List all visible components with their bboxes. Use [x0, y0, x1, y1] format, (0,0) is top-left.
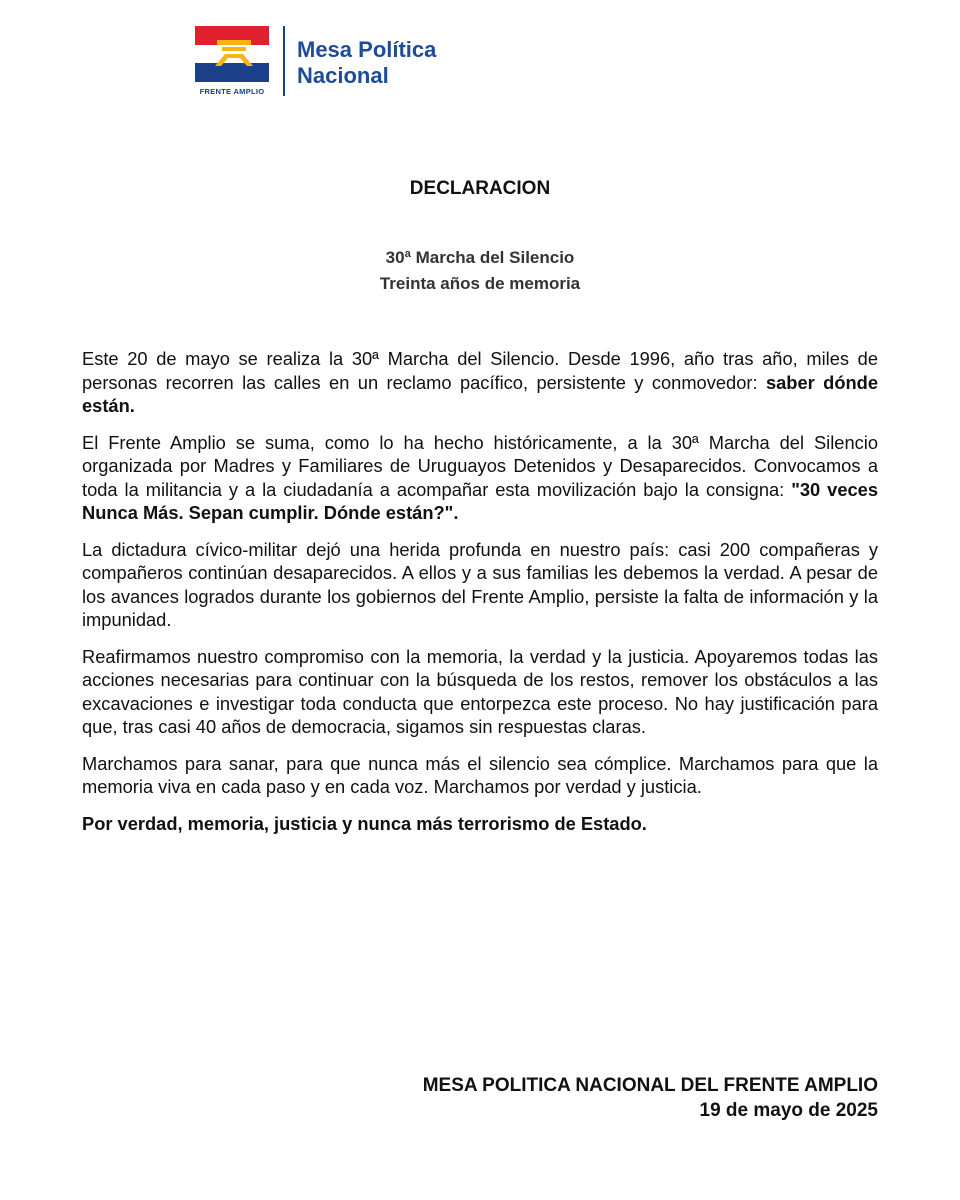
closing-statement: Por verdad, memoria, justicia y nunca más terrorismo de Estado. [82, 812, 647, 834]
logo-caption: FRENTE AMPLIO [199, 87, 265, 96]
signature-date: 19 de mayo de 2025 [699, 1100, 878, 1121]
document-body [82, 347, 878, 848]
paragraph-6 [82, 812, 878, 836]
signature-organization: MESA POLITICA NACIONAL DEL FRENTE AMPLIO [422, 1075, 878, 1096]
subtitle-line1: 30ª Marcha del Silencio [385, 248, 575, 267]
paragraph-2-text: El Frente Amplio se suma, como lo ha hecho históricamente, a la 30ª Marcha del Silencio organizada por Madres y Familiares de Uruguayos Detenidos y Desaparecidos. Convocamos a toda la militancia y a la ciudadanía a acompañar esta movilización bajo la consigna: [82, 431, 878, 500]
header-title [297, 26, 436, 89]
paragraph-1-text: Este 20 de mayo se realiza la 30ª Marcha del Silencio. Desde 1996, año tras año, miles de personas recorren las calles en un reclamo pacífico, persistente y conmovedor: [82, 348, 878, 393]
paragraph-2 [82, 431, 878, 525]
header-title-line2: Nacional [297, 63, 389, 88]
flag-sun-icon [195, 26, 269, 82]
paragraph-1 [82, 347, 878, 418]
document-subtitle [0, 245, 960, 297]
signature [423, 1073, 878, 1123]
paragraph-3: La dictadura cívico-militar dejó una herida profunda en nuestro país: casi 200 compañeras y compañeros continúan desaparecidos. A ellos y a sus familias les debemos la verdad. A pesar de los avances logrados durante los gobiernos del Frente Amplio, persiste la falta de información y la impunidad. [82, 538, 878, 630]
paragraph-4: Reafirmamos nuestro compromiso con la memoria, la verdad y la justicia. Apoyaremos todas las acciones necesarias para continuar con la búsqueda de los restos, remover los obstáculos a las excavaciones e investigar toda conducta que entorpezca este proceso. No hay justificación para que, tras casi 40 años de democracia, sigamos sin respuestas claras. [82, 645, 878, 737]
header-divider [283, 26, 285, 96]
header-title-line1: Mesa Política [297, 37, 437, 62]
paragraph-2-bold: "30 veces Nunca Más. Sepan cumplir. Dónde están?". [82, 478, 878, 523]
paragraph-1-bold: saber dónde están. [82, 371, 878, 416]
paragraph-5: Marchamos para sanar, para que nunca más el silencio sea cómplice. Marchamos para que la memoria viva en cada paso y en cada voz. Marchamos por verdad y justicia. [82, 752, 878, 797]
subtitle-line2: Treinta años de memoria [379, 274, 581, 293]
document-title: DECLARACION [409, 178, 551, 199]
header [195, 26, 436, 98]
flag-blue-stripe [195, 63, 269, 82]
frente-amplio-logo [195, 26, 269, 98]
